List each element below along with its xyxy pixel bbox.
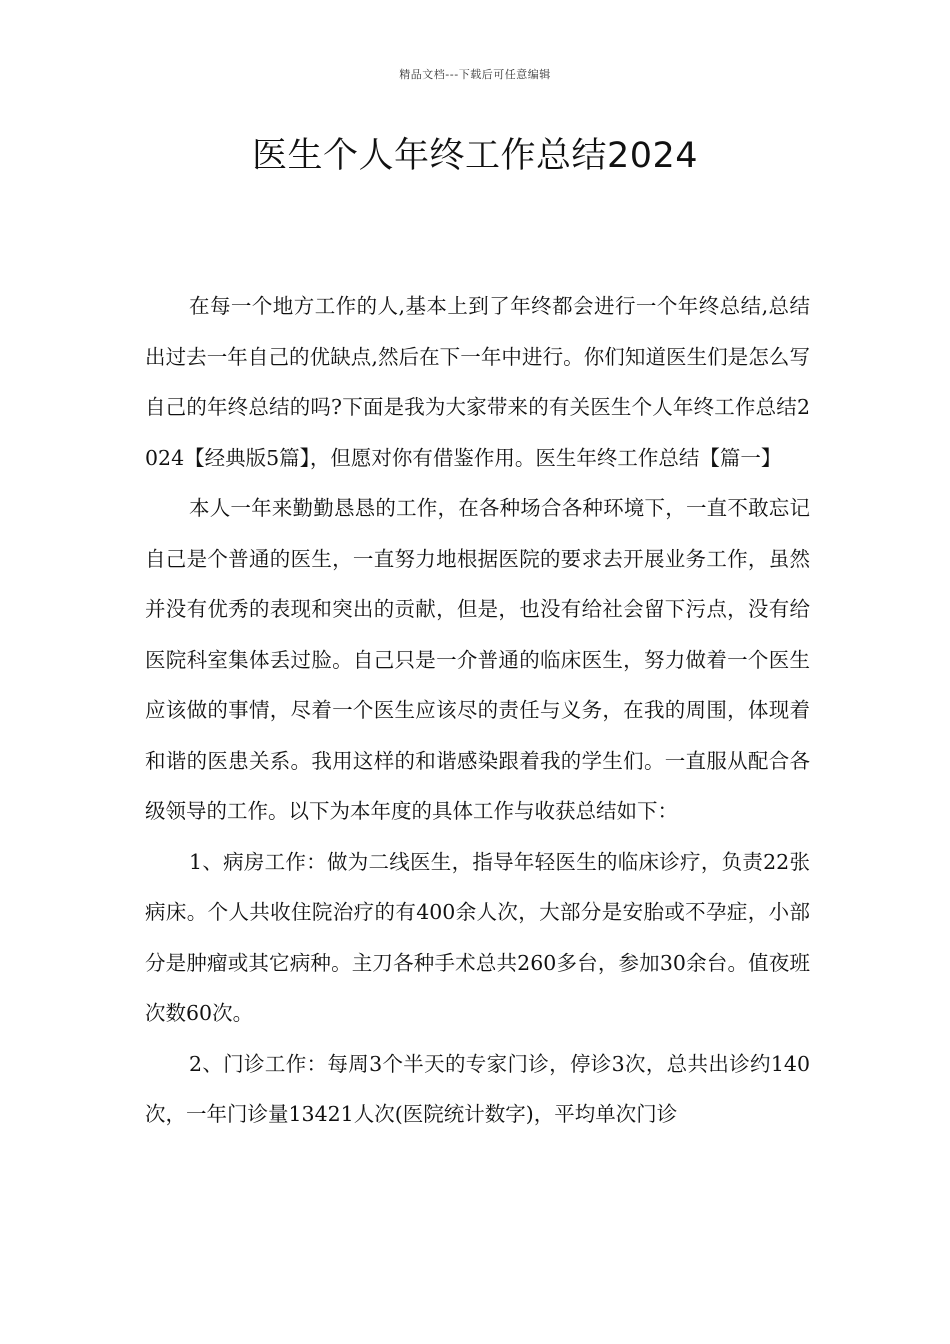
document-title: 医生个人年终工作总结2024 bbox=[251, 136, 699, 176]
document-body bbox=[145, 281, 810, 1140]
paragraph-outpatient-work: 2、门诊工作：每周3个半天的专家门诊，停诊3次，总共出诊约140次，一年门诊量13421人次(医院统计数字)，平均单次门诊 bbox=[145, 1051, 810, 1126]
paragraph-intro: 在每一个地方工作的人,基本上到了年终都会进行一个年终总结,总结出过去一年自己的优缺点,然后在下一年中进行。你们知道医生们是怎么写自己的年终总结的吗?下面是我为大家带来的有关医生个人年终工作总结2024【经典版5篇】，但愿对你有借鉴作用。医生年终工作总结【篇一】 bbox=[145, 294, 810, 470]
header-note: 精品文档---下载后可任意编辑 bbox=[399, 68, 551, 81]
paragraph-ward-work: 1、病房工作：做为二线医生，指导年轻医生的临床诊疗，负责22张病床。个人共收住院治疗的有400余人次，大部分是安胎或不孕症，小部分是肿瘤或其它病种。主刀各种手术总共260多台，参加30余台。值夜班次数60次。 bbox=[145, 849, 810, 1025]
paragraph-summary-overview: 本人一年来勤勤恳恳的工作，在各种场合各种环境下，一直不敢忘记自己是个普通的医生，一直努力地根据医院的要求去开展业务工作，虽然并没有优秀的表现和突出的贡献，但是，也没有给社会留下污点，没有给医院科室集体丢过脸。自己只是一介普通的临床医生，努力做着一个医生应该做的事情，尽着一个医生应该尽的责任与义务，在我的周围，体现着和谐的医患关系。我用这样的和谐感染跟着我的学生们。一直服从配合各级领导的工作。以下为本年度的具体工作与收获总结如下： bbox=[145, 496, 810, 823]
